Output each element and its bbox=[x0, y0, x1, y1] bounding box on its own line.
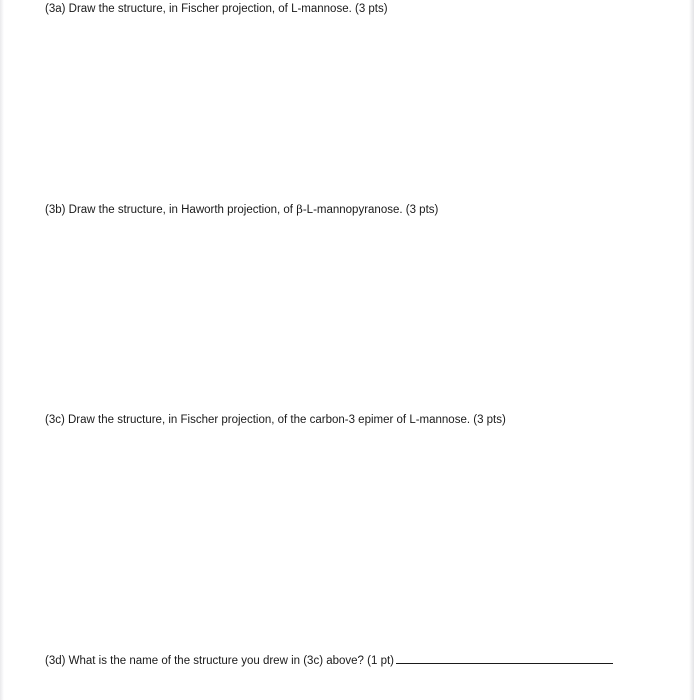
question-3a-text: (3a) Draw the structure, in Fischer projection, of L-mannose. (3 pts) bbox=[45, 3, 388, 15]
page-right-edge bbox=[689, 0, 694, 700]
page-left-edge bbox=[0, 0, 4, 700]
question-3b bbox=[45, 202, 438, 217]
beta-symbol: β bbox=[296, 202, 303, 216]
question-3a bbox=[45, 2, 388, 16]
question-3c-text: (3c) Draw the structure, in Fischer projection, of the carbon-3 epimer of L-mannose. (3 pts) bbox=[45, 414, 506, 426]
question-3b-text-end: -L-mannopyranose. (3 pts) bbox=[302, 204, 439, 216]
question-3b-text-start: (3b) Draw the structure, in Haworth projection, of bbox=[45, 204, 297, 216]
answer-blank-line[interactable] bbox=[396, 653, 613, 664]
question-3d bbox=[45, 653, 613, 668]
question-3c bbox=[45, 413, 506, 427]
question-3d-text: (3d) What is the name of the structure you drew in (3c) above? (1 pt) bbox=[45, 655, 394, 667]
